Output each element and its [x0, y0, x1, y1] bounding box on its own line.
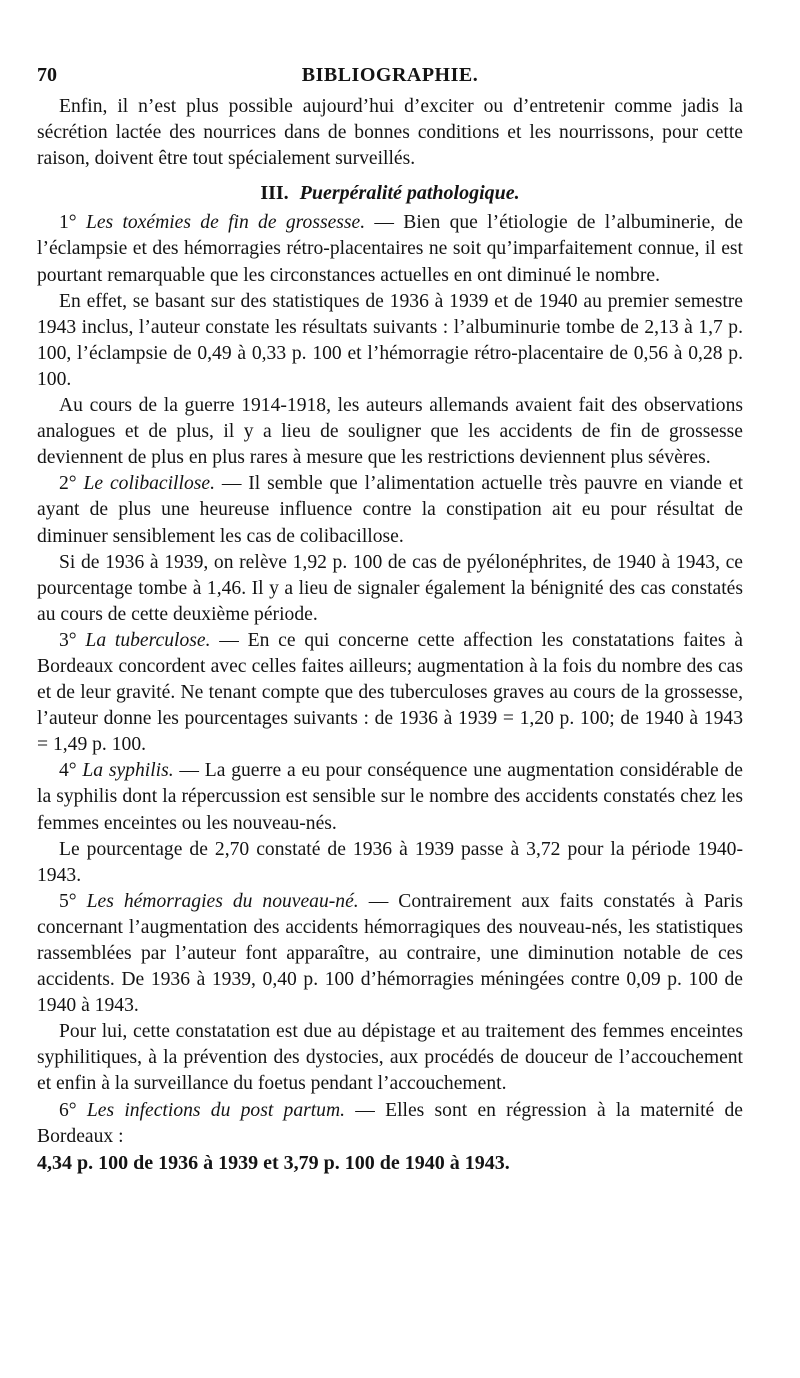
item-text: — Elles sont en régression à la maternité de Bordeaux : [37, 1099, 743, 1147]
item-number: 6° [59, 1099, 77, 1121]
paragraph: Au cours de la guerre 1914-1918, les auteurs allemands avaient fait des observations analogues et de plus, il y a lieu de souligner que les accidents de fin de grossesse deviennent de plus en plus rares à mesure que les restrictions deviennent plus sévères. [37, 395, 743, 469]
intro-paragraph: Enfin, il n’est plus possible aujourd’hui d’exciter ou d’entretenir comme jadis la sécrétion lactée des nourrices dans de bonnes conditions et les nourrissons, pour cette raison, doivent être tout spécialement surveillés. [37, 96, 743, 170]
page-header [37, 58, 743, 94]
paragraph-item-4 [37, 758, 743, 836]
paragraph: Pour lui, cette constatation est due au dépistage et au traitement des femmes enceintes syphilitiques, à la prévention des dystocies, aux procédés de douceur de l’accouchement et enfin à la surveillance du foetus pendant l’accouchement. [37, 1021, 743, 1095]
item-title: La syphilis. [82, 760, 174, 782]
item-text: — Bien que l’étiologie de l’albuminerie, de l’éclampsie et des hémorragies rétro-placentaires ne soit qu’imparfaitement connue, il est pourtant remarquable que les circonstances actuelles en ont diminué le nombre. [37, 212, 743, 286]
paragraph-item-1 [37, 210, 743, 288]
item-title: Les infections du post partum. [86, 1099, 346, 1121]
paragraph-item-2 [37, 471, 743, 549]
item-text: — Il semble que l’alimentation actuelle très pauvre en viande et ayant de plus une heureuse influence contre la constipation ait eu pour résultat de diminuer sensiblement les cas de colibacillose. [37, 473, 743, 547]
item-number: 5° [59, 890, 77, 912]
item-text: — En ce qui concerne cette affection les constatations faites à Bordeaux concordent avec celles faites ailleurs; augmentation à la fois du nombre des cas et de leur gravité. Ne tenant compte que des tuberculoses graves au cours de la grossesse, l’auteur donne les pourcentages suivants : de 1936 à 1939 = 1,20 p. 100; de 1940 à 1943 = 1,49 p. 100. [37, 629, 743, 756]
item-number: 2° [59, 473, 77, 495]
paragraph: En effet, se basant sur des statistiques de 1936 à 1939 et de 1940 au premier semestre 1943 inclus, l’auteur constate les résultats suivants : l’albuminurie tombe de 2,13 à 1,7 p. 100, l’éclampsie de 0,49 à 0,33 p. 100 et l’hémorragie rétro-placentaire de 0,56 à 0,28 p. 100. [37, 290, 743, 390]
item-text: — Contrairement aux faits constatés à Paris concernant l’augmentation des accidents hémorragiques des nouveau-nés, les statistiques rassemblées par l’auteur font apparaître, au contraire, une diminution notable de ces accidents. De 1936 à 1939, 0,40 p. 100 d’hémorragies méningées contre 0,09 p. 100 de 1940 à 1943. [37, 890, 744, 1017]
item-number: 4° [59, 760, 77, 782]
closing-line: 4,34 p. 100 de 1936 à 1939 et 3,79 p. 100 de 1940 à 1943. [37, 1151, 510, 1174]
page-number: 70 [37, 64, 57, 86]
body-text [37, 94, 743, 1176]
section-title: Puerpéralité pathologique. [299, 182, 520, 205]
paragraph-item-3 [37, 628, 743, 758]
item-title: La tuberculose. [85, 629, 211, 651]
paragraph: Si de 1936 à 1939, on relève 1,92 p. 100 de cas de pyélonéphrites, de 1940 à 1943, ce pourcentage tombe à 1,46. Il y a lieu de signaler également la bénignité des cas constatés au cours de cette deuxième période. [37, 551, 743, 625]
item-title: Les toxémies de fin de grossesse. [85, 212, 366, 234]
paragraph: Le pourcentage de 2,70 constaté de 1936 à 1939 passe à 3,72 pour la période 1940-1943. [37, 838, 743, 886]
section-heading [37, 180, 743, 206]
section-number: III. [260, 182, 289, 205]
item-number: 3° [59, 629, 77, 651]
running-head: BIBLIOGRAPHIE. [301, 64, 479, 86]
document-page [37, 58, 743, 1176]
item-title: Les hémorragies du nouveau-né. [86, 890, 359, 912]
item-title: Le colibacillose. [83, 473, 215, 495]
paragraph-item-6 [37, 1098, 743, 1150]
paragraph-item-5 [37, 889, 743, 1019]
item-text: — La guerre a eu pour conséquence une augmentation considérable de la syphilis dont la répercussion est sensible sur le nombre des accidents constatés chez les femmes enceintes ou les nouveau-nés. [37, 760, 743, 834]
item-number: 1° [59, 212, 77, 234]
